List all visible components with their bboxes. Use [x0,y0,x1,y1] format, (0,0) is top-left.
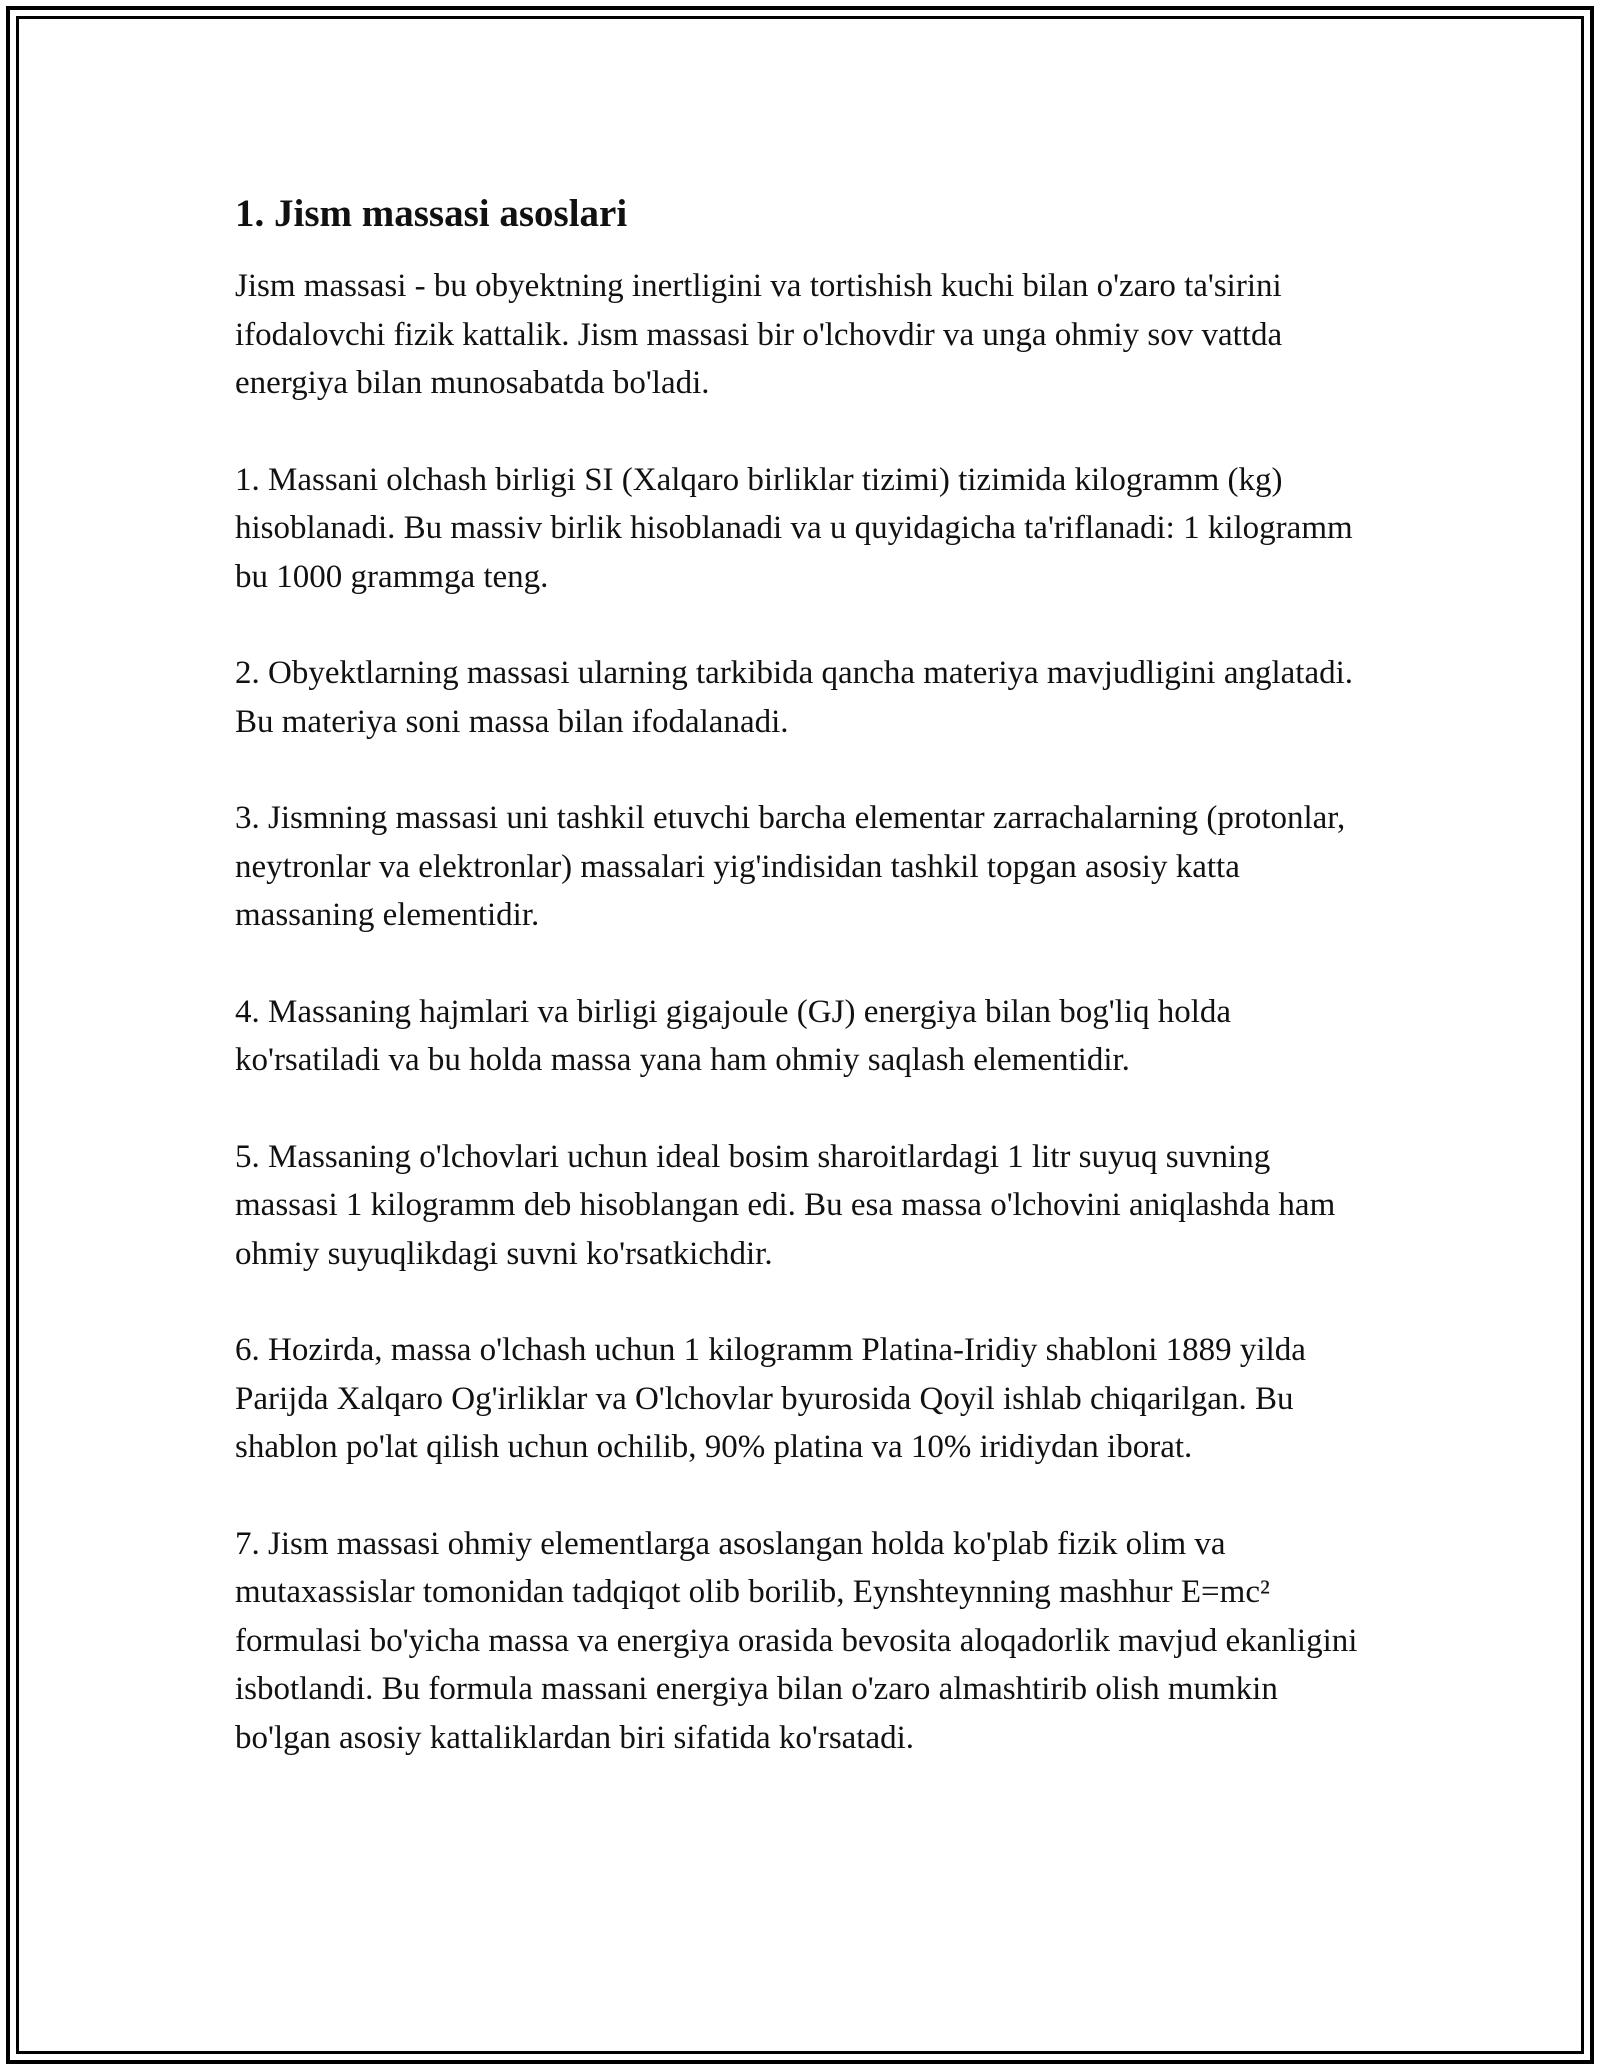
paragraph-item-7: 7. Jism massasi ohmiy elementlarga asoslangan holda ko'plab fizik olim va mutaxassislar tomonidan tadqiqot olib borilib, Eynshteynning mashhur E=mc² formulasi bo'yicha massa va energiya orasida bevosita aloqadorlik mavjud ekanligini isbotlandi. Bu formula massani energiya bilan o'zaro almashtirib olish mumkin bo'lgan asosiy kattaliklardan biri sifatida ko'rsatadi. [235,1525,1358,1756]
paragraph-intro: Jism massasi - bu obyektning inertligini va tortishish kuchi bilan o'zaro ta'sirini ifodalovchi fizik kattalik. Jism massasi bir o'lchovdir va unga ohmiy sov vattda energiya bilan munosabatda bo'ladi. [235,268,1283,401]
paragraph-item-5: 5. Massaning o'lchovlari uchun ideal bosim sharoitlardagi 1 litr suyuq suvning massasi 1 kilogramm deb hisoblangan edi. Bu esa massa o'lchovini aniqlashda ham ohmiy suyuqlikdagi suvni ko'rsatkichdir. [235,1138,1336,1272]
paragraph-item-6: 6. Hozirda, massa o'lchash uchun 1 kilogramm Platina-Iridiy shabloni 1889 yilda Parijda Xalqaro Og'irliklar va O'lchovlar byurosida Qoyil ishlab chiqarilgan. Bu shablon po'lat qilish uchun ochilib, 90% platina va 10% iridiydan iborat. [235,1332,1306,1465]
paragraph-item-4: 4. Massaning hajmlari va birligi gigajoule (GJ) energiya bilan bog'liq holda ko'rsatiladi va bu holda massa yana ham ohmiy saqlash elementidir. [235,993,1232,1078]
paragraph-item-2: 2. Obyektlarning massasi ularning tarkibida qancha materiya mavjudligini anglatadi. Bu materiya soni massa bilan ifodalanadi. [235,655,1354,740]
document-body [235,188,1365,1810]
document-title: 1. Jism massasi asoslari [235,192,628,235]
paragraph-item-1: 1. Massani olchash birligi SI (Xalqaro birliklar tizimi) tizimida kilogramm (kg) hisoblanadi. Bu massiv birlik hisoblanadi va u quyidagicha ta'riflanadi: 1 kilogramm bu 1000 grammga teng. [235,461,1353,595]
paragraph-item-3: 3. Jismning massasi uni tashkil etuvchi barcha elementar zarrachalarning (protonlar, neytronlar va elektronlar) massalari yig'indisidan tashkil topgan asosiy katta massaning elementidir. [235,800,1346,933]
